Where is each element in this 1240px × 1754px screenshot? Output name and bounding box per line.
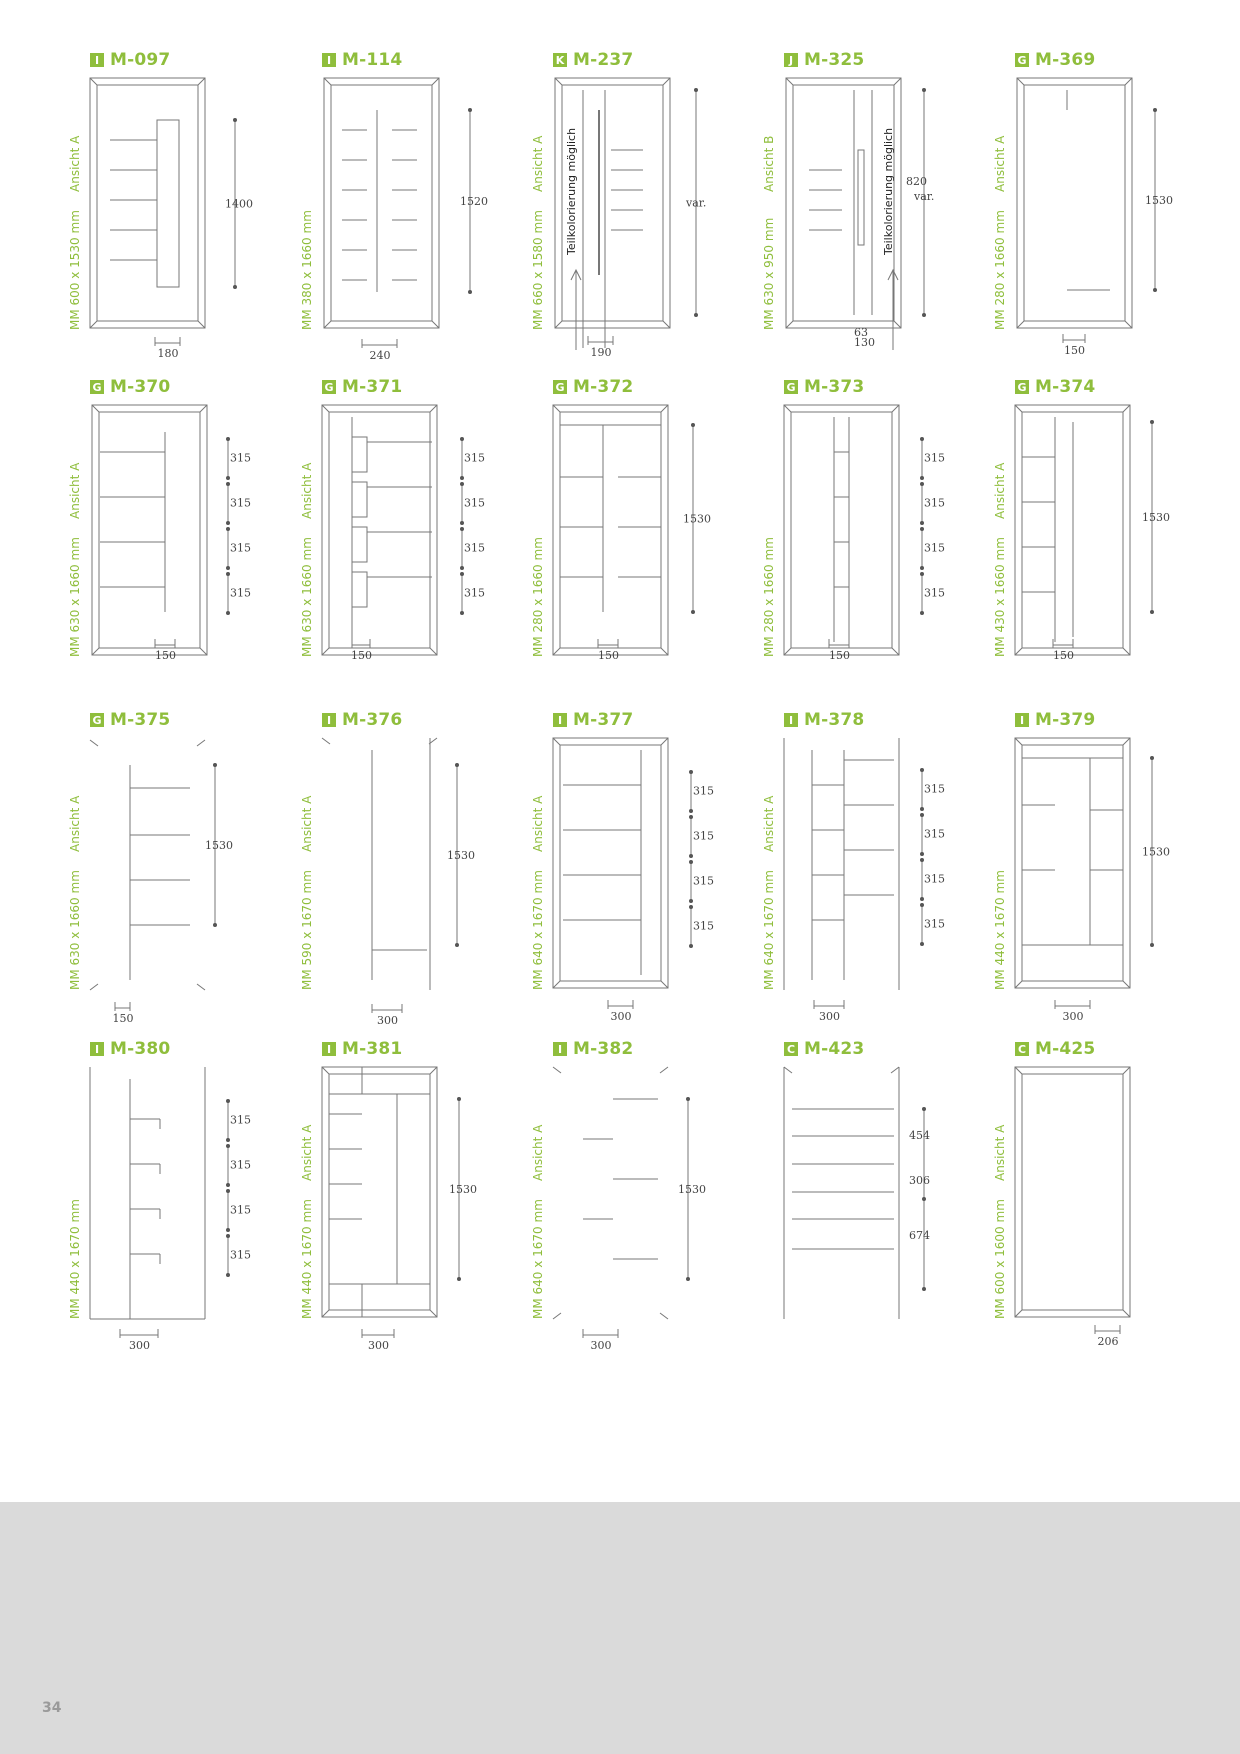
size-label: MM 640 x 1670 mm bbox=[531, 1199, 545, 1319]
view-label: Ansicht A bbox=[993, 135, 1007, 192]
door-model-m-380 bbox=[68, 1039, 310, 1369]
model-code: M-374 bbox=[1035, 377, 1096, 397]
model-code: M-423 bbox=[804, 1039, 865, 1059]
dimension-label: 315 bbox=[924, 872, 945, 886]
dimension-label: 300 bbox=[819, 1010, 840, 1023]
model-code: M-375 bbox=[110, 710, 171, 730]
door-model-m-378 bbox=[762, 710, 1004, 1040]
size-label: MM 640 x 1670 mm bbox=[762, 870, 776, 990]
category-badge: G bbox=[1015, 380, 1029, 394]
model-code: M-237 bbox=[573, 50, 634, 70]
dimension-label: 180 bbox=[157, 347, 179, 360]
category-badge: I bbox=[553, 713, 567, 727]
dimension-label: 315 bbox=[693, 919, 714, 933]
view-label: Ansicht A bbox=[993, 462, 1007, 519]
dimension-label: 315 bbox=[924, 586, 945, 600]
dimension-label: 300 bbox=[610, 1010, 632, 1023]
door-frame bbox=[553, 738, 668, 988]
dimension-label: 1530 bbox=[1142, 511, 1170, 524]
view-label: Ansicht A bbox=[762, 795, 776, 852]
model-code: M-373 bbox=[804, 377, 865, 397]
model-code: M-379 bbox=[1035, 710, 1096, 730]
model-code: M-425 bbox=[1035, 1039, 1096, 1059]
size-label: MM 630 x 1660 mm bbox=[68, 537, 82, 657]
door-frame bbox=[92, 405, 207, 655]
dimension-label: 150 bbox=[829, 649, 850, 662]
door-drawing bbox=[1015, 377, 1185, 697]
door-model-m-382 bbox=[531, 1039, 773, 1369]
dimension-label: 1400 bbox=[225, 197, 253, 211]
door-frame bbox=[1015, 738, 1130, 988]
category-badge: G bbox=[322, 380, 336, 394]
dimension-label: var. bbox=[914, 190, 935, 203]
door-drawing bbox=[90, 377, 260, 697]
view-label: Ansicht B bbox=[762, 135, 776, 192]
dimension-label: 315 bbox=[230, 1113, 251, 1127]
size-label: MM 630 x 1660 mm bbox=[300, 537, 314, 657]
dimension-label: 63 bbox=[854, 326, 868, 339]
dimension-label: 315 bbox=[230, 541, 251, 555]
category-badge: I bbox=[90, 53, 104, 67]
dimension-label: 150 bbox=[1064, 344, 1085, 357]
door-model-m-372 bbox=[531, 377, 773, 707]
dimension-label: 240 bbox=[369, 349, 391, 362]
size-label: MM 380 x 1660 mm bbox=[300, 210, 314, 330]
door-model-m-425 bbox=[993, 1039, 1235, 1369]
size-label: MM 630 x 950 mm bbox=[762, 217, 776, 330]
dimension-label: 306 bbox=[909, 1174, 930, 1187]
category-badge: G bbox=[553, 380, 567, 394]
door-frame bbox=[322, 1067, 437, 1317]
door-model-m-370 bbox=[68, 377, 310, 707]
door-frame bbox=[784, 405, 899, 655]
door-model-m-237 bbox=[531, 50, 773, 380]
category-badge: I bbox=[322, 713, 336, 727]
dimension-label: 820 bbox=[906, 175, 927, 188]
size-label: MM 440 x 1670 mm bbox=[993, 870, 1007, 990]
door-frame bbox=[1015, 1067, 1130, 1317]
category-badge: J bbox=[784, 53, 798, 67]
dimension-label: 315 bbox=[693, 829, 714, 843]
category-badge: I bbox=[322, 1042, 336, 1056]
door-drawing bbox=[322, 377, 492, 697]
dimension-label: 315 bbox=[464, 496, 485, 510]
category-badge: I bbox=[322, 53, 336, 67]
dimension-label: 1530 bbox=[447, 849, 475, 862]
dimension-label: 315 bbox=[924, 782, 945, 796]
door-drawing bbox=[322, 1039, 492, 1359]
model-code: M-325 bbox=[804, 50, 865, 70]
dimension-label: 1530 bbox=[1142, 845, 1170, 859]
size-label: MM 590 x 1670 mm bbox=[300, 870, 314, 990]
view-label: Ansicht A bbox=[993, 1124, 1007, 1181]
page-number: 34 bbox=[42, 1700, 62, 1716]
size-label: MM 280 x 1660 mm bbox=[531, 537, 545, 657]
dimension-label: var. bbox=[686, 196, 707, 210]
door-model-m-423 bbox=[784, 1039, 1004, 1369]
door-model-m-371 bbox=[300, 377, 542, 707]
dimension-label: 674 bbox=[909, 1229, 930, 1242]
door-drawing bbox=[90, 1039, 260, 1359]
view-label: Ansicht A bbox=[68, 795, 82, 852]
door-frame bbox=[324, 78, 439, 328]
category-badge: G bbox=[1015, 53, 1029, 67]
dimension-label: 300 bbox=[129, 1339, 150, 1352]
dimension-label: 315 bbox=[230, 1158, 251, 1172]
dimension-label: 1530 bbox=[1145, 194, 1173, 207]
dimension-label: 315 bbox=[230, 496, 251, 510]
dimension-label: 1530 bbox=[678, 1183, 706, 1196]
category-badge: I bbox=[90, 1042, 104, 1056]
door-drawing bbox=[784, 377, 954, 697]
dimension-label: 315 bbox=[230, 451, 251, 465]
door-model-m-377 bbox=[531, 710, 773, 1040]
door-frame bbox=[553, 405, 668, 655]
dimension-label: 315 bbox=[924, 451, 945, 465]
door-drawing bbox=[784, 1039, 954, 1359]
footer-band bbox=[0, 1502, 1240, 1754]
view-label: Ansicht A bbox=[300, 462, 314, 519]
view-label: Ansicht A bbox=[68, 462, 82, 519]
category-badge: I bbox=[553, 1042, 567, 1056]
door-model-m-325 bbox=[762, 50, 1004, 380]
door-model-m-373 bbox=[762, 377, 1004, 707]
dimension-label: 315 bbox=[464, 541, 485, 555]
dimension-label: 315 bbox=[464, 451, 485, 465]
dimension-label: 150 bbox=[351, 649, 372, 662]
dimension-label: 315 bbox=[230, 1248, 251, 1262]
dimension-label: 150 bbox=[1053, 649, 1074, 662]
dimension-label: 315 bbox=[924, 917, 945, 931]
dimension-label: 150 bbox=[155, 649, 176, 662]
dimension-label: 150 bbox=[112, 1012, 134, 1025]
door-drawing bbox=[90, 710, 260, 1030]
door-model-m-381 bbox=[300, 1039, 542, 1369]
door-model-m-114 bbox=[300, 50, 542, 380]
size-label: MM 660 x 1580 mm bbox=[531, 210, 545, 330]
partial-color-note: Teilkolorierung möglich bbox=[882, 127, 895, 255]
view-label: Ansicht A bbox=[300, 1124, 314, 1181]
model-code: M-097 bbox=[110, 50, 171, 70]
door-model-m-379 bbox=[993, 710, 1235, 1040]
dimension-label: 150 bbox=[598, 649, 619, 662]
dimension-label: 300 bbox=[590, 1339, 612, 1352]
size-label: MM 600 x 1600 mm bbox=[993, 1199, 1007, 1319]
dimension-label: 1530 bbox=[449, 1183, 477, 1196]
door-drawing bbox=[553, 710, 723, 1030]
size-label: MM 640 x 1670 mm bbox=[531, 870, 545, 990]
door-drawing bbox=[1015, 50, 1185, 370]
model-code: M-114 bbox=[342, 50, 403, 70]
model-code: M-381 bbox=[342, 1039, 403, 1059]
door-model-m-374 bbox=[993, 377, 1235, 707]
dimension-label: 300 bbox=[1062, 1010, 1084, 1023]
partial-color-note: Teilkolorierung möglich bbox=[565, 127, 578, 255]
view-label: Ansicht A bbox=[300, 795, 314, 852]
door-drawing bbox=[322, 50, 492, 370]
dimension-label: 315 bbox=[693, 784, 714, 798]
model-code: M-372 bbox=[573, 377, 634, 397]
size-label: MM 280 x 1660 mm bbox=[993, 210, 1007, 330]
model-code: M-370 bbox=[110, 377, 171, 397]
door-drawing bbox=[90, 50, 260, 370]
model-code: M-378 bbox=[804, 710, 865, 730]
size-label: MM 280 x 1660 mm bbox=[762, 537, 776, 657]
model-code: M-371 bbox=[342, 377, 403, 397]
dimension-label: 300 bbox=[377, 1014, 398, 1027]
dimension-label: 190 bbox=[590, 346, 612, 359]
door-drawing bbox=[784, 50, 954, 370]
size-label: MM 440 x 1670 mm bbox=[68, 1199, 82, 1319]
dimension-label: 315 bbox=[924, 496, 945, 510]
category-badge: I bbox=[1015, 713, 1029, 727]
size-label: MM 600 x 1530 mm bbox=[68, 210, 82, 330]
category-badge: G bbox=[784, 380, 798, 394]
size-label: MM 430 x 1660 mm bbox=[993, 537, 1007, 657]
dimension-label: 315 bbox=[230, 1203, 251, 1217]
door-model-m-369 bbox=[993, 50, 1235, 380]
dimension-label: 315 bbox=[924, 827, 945, 841]
view-label: Ansicht A bbox=[531, 135, 545, 192]
dimension-label: 315 bbox=[693, 874, 714, 888]
dimension-label: 1530 bbox=[205, 839, 233, 852]
door-drawing bbox=[784, 710, 954, 1030]
model-code: M-377 bbox=[573, 710, 634, 730]
category-badge: I bbox=[784, 713, 798, 727]
category-badge: G bbox=[90, 713, 104, 727]
category-badge: K bbox=[553, 53, 567, 67]
model-code: M-382 bbox=[573, 1039, 634, 1059]
door-drawing bbox=[322, 710, 492, 1030]
dimension-label: 130 bbox=[854, 336, 875, 349]
door-model-m-097 bbox=[68, 50, 310, 380]
dimension-label: 315 bbox=[924, 541, 945, 555]
door-drawing bbox=[553, 377, 723, 697]
category-badge: C bbox=[1015, 1042, 1029, 1056]
door-drawing bbox=[1015, 710, 1185, 1030]
door-drawing bbox=[553, 50, 723, 370]
dimension-label: 454 bbox=[909, 1129, 930, 1142]
dimension-label: 206 bbox=[1097, 1335, 1119, 1348]
view-label: Ansicht A bbox=[68, 135, 82, 192]
door-drawing bbox=[1015, 1039, 1185, 1359]
dimension-label: 315 bbox=[230, 586, 251, 600]
category-badge: G bbox=[90, 380, 104, 394]
dimension-label: 315 bbox=[464, 586, 485, 600]
size-label: MM 440 x 1670 mm bbox=[300, 1199, 314, 1319]
view-label: Ansicht A bbox=[531, 795, 545, 852]
model-code: M-376 bbox=[342, 710, 403, 730]
model-code: M-369 bbox=[1035, 50, 1096, 70]
door-model-m-376 bbox=[300, 710, 542, 1040]
door-model-m-375 bbox=[68, 710, 310, 1040]
size-label: MM 630 x 1660 mm bbox=[68, 870, 82, 990]
door-drawing bbox=[553, 1039, 723, 1359]
view-label: Ansicht A bbox=[531, 1124, 545, 1181]
model-code: M-380 bbox=[110, 1039, 171, 1059]
door-frame bbox=[90, 78, 205, 328]
dimension-label: 1520 bbox=[460, 195, 488, 208]
dimension-label: 1530 bbox=[683, 512, 711, 526]
dimension-label: 300 bbox=[368, 1339, 389, 1352]
category-badge: C bbox=[784, 1042, 798, 1056]
